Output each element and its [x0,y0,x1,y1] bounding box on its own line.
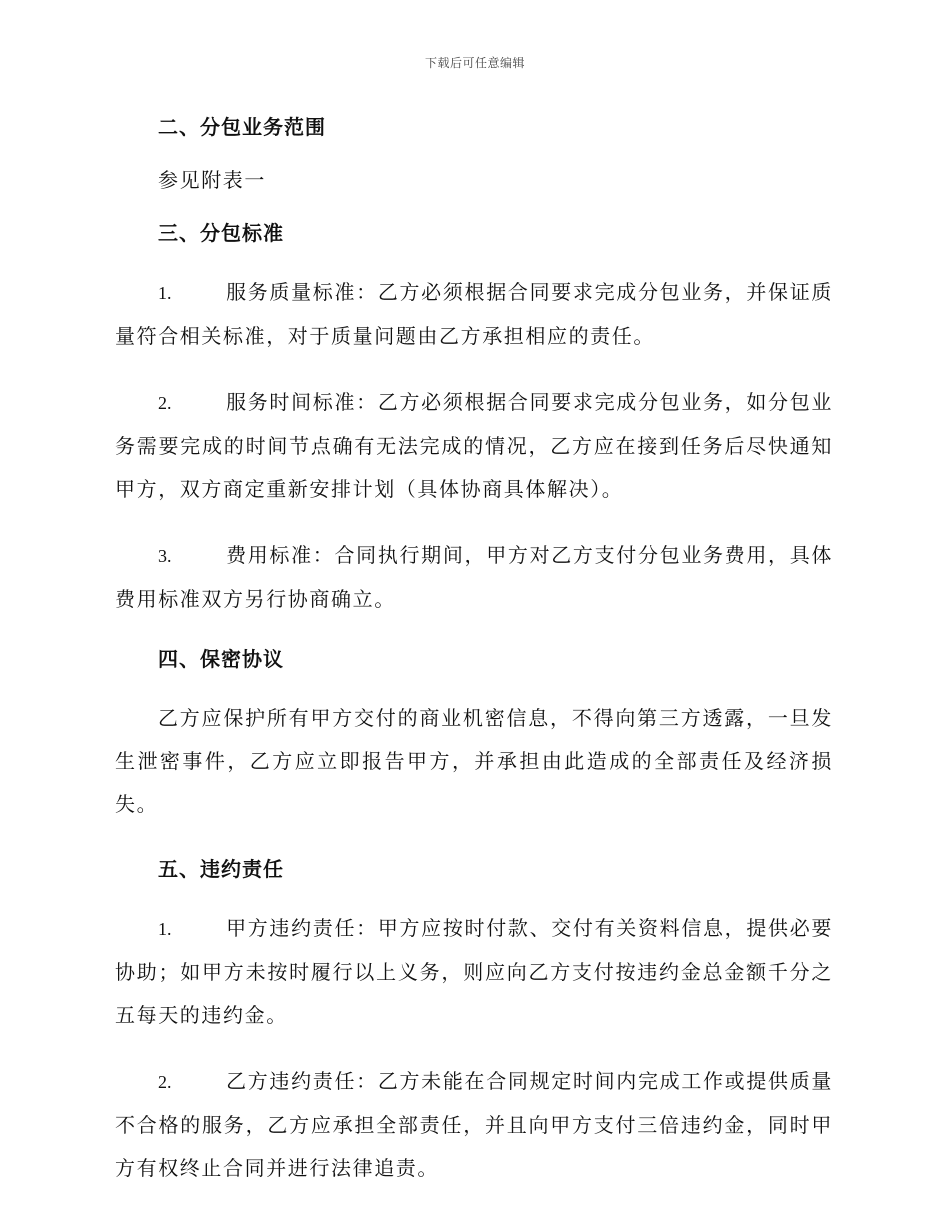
item-text: 费用标准：合同执行期间，甲方对乙方支付分包业务费用，具体费用标准双方另行协商确立。 [115,543,833,611]
item-number: 2. [158,1072,172,1092]
standards-item [115,381,833,511]
liability-item [115,1060,833,1190]
confidentiality-body: 乙方应保护所有甲方交付的商业机密信息，不得向第三方透露，一旦发生泄密事件，乙方应立即报告甲方，并承担由此造成的全部责任及经济损失。 [115,706,833,816]
item-text: 甲方违约责任：甲方应按时付款、交付有关资料信息，提供必要协助；如甲方未按时履行以上义务，则应向乙方支付按违约金总金额千分之五每天的违约金。 [115,916,833,1027]
liability-item [115,907,833,1037]
scope-body: 参见附表一 [158,168,266,192]
item-number: 1. [158,283,172,303]
section-heading-liability: 五、违约责任 [158,857,284,881]
item-text: 服务质量标准：乙方必须根据合同要求完成分包业务，并保证质量符合相关标准，对于质量问题由乙方承担相应的责任。 [115,280,833,348]
section-heading-scope: 二、分包业务范围 [158,115,326,139]
item-text: 乙方违约责任：乙方未能在合同规定时间内完成工作或提供质量不合格的服务，乙方应承担全部责任，并且向甲方支付三倍违约金，同时甲方有权终止合同并进行法律追责。 [115,1069,833,1180]
section-heading-confidentiality: 四、保密协议 [158,647,284,671]
item-number: 2. [158,393,172,413]
item-number: 1. [158,919,172,939]
document-body [115,112,833,1190]
standards-item [115,271,833,358]
section-heading-standards: 三、分包标准 [158,221,284,245]
item-text: 服务时间标准：乙方必须根据合同要求完成分包业务，如分包业务需要完成的时间节点确有无法完成的情况，乙方应在接到任务后尽快通知甲方，双方商定重新安排计划（具体协商具体解决）。 [115,390,833,501]
standards-item [115,534,833,621]
item-number: 3. [158,546,172,566]
page-header: 下载后可任意编辑 [424,56,525,70]
